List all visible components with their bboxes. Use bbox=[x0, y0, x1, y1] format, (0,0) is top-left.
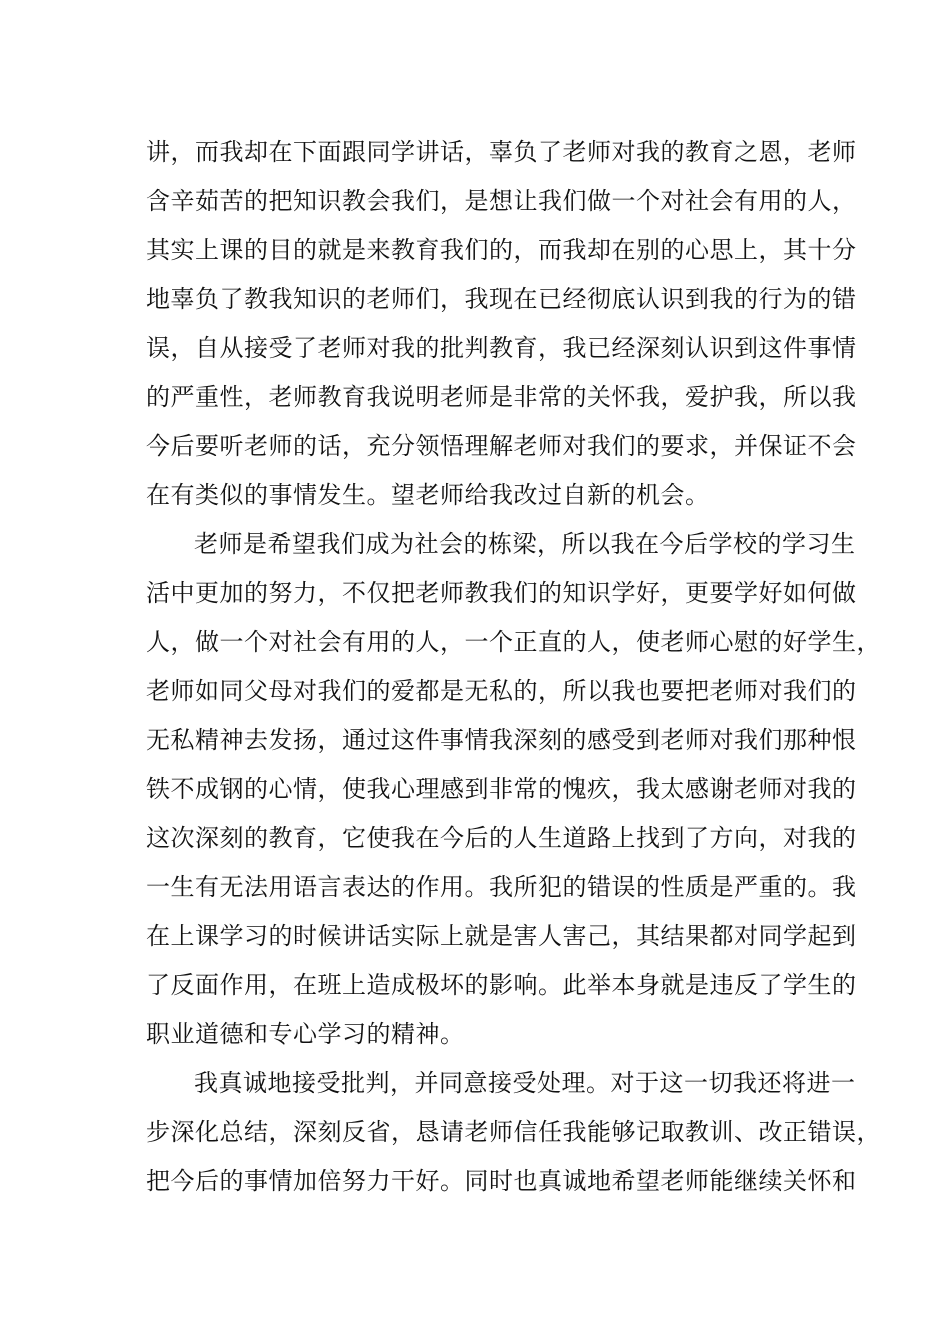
body-text bbox=[146, 128, 881, 1206]
text-line: 步深化总结，深刻反省，恳请老师信任我能够记取教训、改正错误， bbox=[146, 1118, 881, 1146]
text-line: 含辛茹苦的把知识教会我们，是想让我们做一个对社会有用的人， bbox=[146, 187, 857, 215]
text-line: 地辜负了教我知识的老师们，我现在已经彻底认识到我的行为的错 bbox=[146, 285, 857, 313]
text-line: 无私精神去发扬，通过这件事情我深刻的感受到老师对我们那种恨 bbox=[146, 726, 857, 754]
text-line: 误，自从接受了老师对我的批判教育，我已经深刻认识到这件事情 bbox=[146, 334, 857, 362]
text-line: 了反面作用，在班上造成极坏的影响。此举本身就是违反了学生的 bbox=[146, 971, 857, 999]
text-line: 职业道德和专心学习的精神。 bbox=[146, 1020, 465, 1048]
text-line: 今后要听老师的话，充分领悟理解老师对我们的要求，并保证不会 bbox=[146, 432, 857, 460]
text-line-indented: 我真诚地接受批判，并同意接受处理。对于这一切我还将进一 bbox=[194, 1069, 856, 1097]
text-line-indented: 老师是希望我们成为社会的栋梁，所以我在今后学校的学习生 bbox=[194, 530, 856, 558]
text-line: 把今后的事情加倍努力干好。同时也真诚地希望老师能继续关怀和 bbox=[146, 1167, 857, 1195]
text-line: 活中更加的努力，不仅把老师教我们的知识学好，更要学好如何做 bbox=[146, 579, 857, 607]
text-line: 讲，而我却在下面跟同学讲话，辜负了老师对我的教育之恩，老师 bbox=[146, 138, 857, 166]
text-line: 人，做一个对社会有用的人，一个正直的人，使老师心慰的好学生， bbox=[146, 628, 881, 656]
text-line: 的严重性，老师教育我说明老师是非常的关怀我，爱护我，所以我 bbox=[146, 383, 857, 411]
text-line: 其实上课的目的就是来教育我们的，而我却在别的心思上，其十分 bbox=[146, 236, 857, 264]
text-line: 老师如同父母对我们的爱都是无私的，所以我也要把老师对我们的 bbox=[146, 677, 857, 705]
text-line: 一生有无法用语言表达的作用。我所犯的错误的性质是严重的。我 bbox=[146, 873, 857, 901]
text-line: 在有类似的事情发生。望老师给我改过自新的机会。 bbox=[146, 481, 710, 509]
text-line: 这次深刻的教育，它使我在今后的人生道路上找到了方向，对我的 bbox=[146, 824, 857, 852]
text-line: 铁不成钢的心情，使我心理感到非常的愧疚，我太感谢老师对我的 bbox=[146, 775, 857, 803]
text-line: 在上课学习的时候讲话实际上就是害人害己，其结果都对同学起到 bbox=[146, 922, 857, 950]
